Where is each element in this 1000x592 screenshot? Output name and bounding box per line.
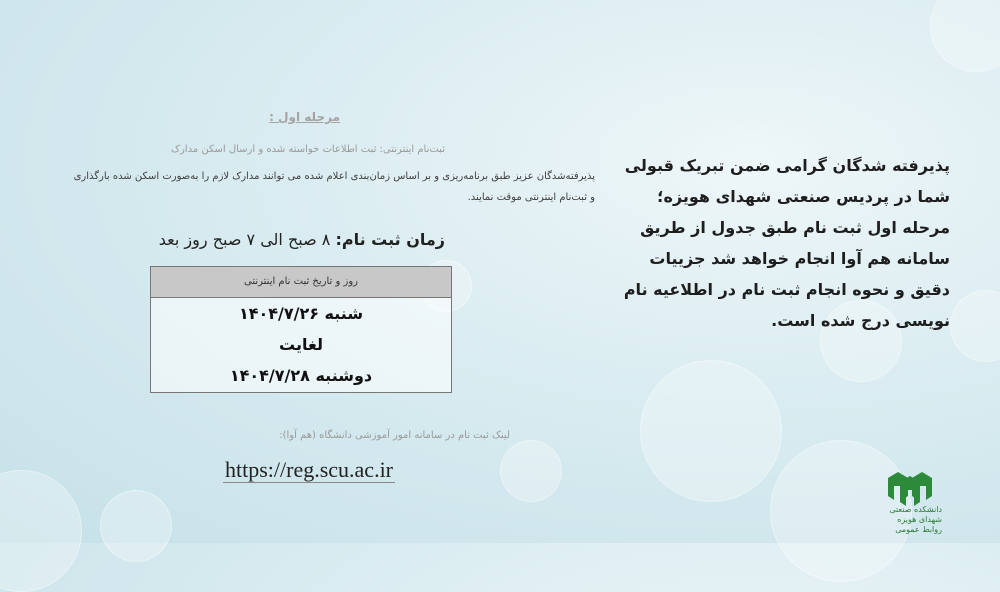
- bokeh-bubble: [930, 0, 1000, 72]
- registration-time: [159, 230, 445, 249]
- schedule-table-row: دوشنبه ۱۴۰۴/۷/۲۸: [229, 366, 373, 385]
- logo-caption: [872, 505, 942, 535]
- schedule-table-header: روز و تاریخ ثبت نام اینترنتی: [151, 267, 451, 298]
- university-logo-icon: [880, 470, 940, 510]
- bokeh-bubble: [640, 360, 782, 502]
- registration-instructions: [40, 100, 595, 500]
- stage-title: مرحله اول :: [269, 110, 340, 124]
- schedule-table: [150, 266, 452, 393]
- link-note: لینک ثبت نام در سامانه امور آموزشی دانشگاه (هم آوا):: [279, 430, 510, 441]
- registration-url-link[interactable]: https://reg.scu.ac.ir: [225, 457, 394, 482]
- schedule-table-row: لغایت: [279, 335, 323, 354]
- registration-time-value: ۸ صبح الی ۷ صبح روز بعد: [158, 230, 331, 249]
- schedule-table-row: شنبه ۱۴۰۴/۷/۲۶: [238, 304, 364, 323]
- announcement-text: پذیرفته شدگان گرامی ضمن تبریک قبولی شما در پردیس صنعتی شهدای هویزه؛ مرحله اول ثبت نام طبق جدول از طریق سامانه هم آوا انجام خواهد شد جزییات دقیق و نحوه انجام ثبت نام در اطلاعیه نام نویسی درج شده است.: [623, 156, 950, 330]
- stage-body: [40, 166, 595, 208]
- stage-subtitle: ثبت‌نام اینترنتی: ثبت اطلاعات خواسته شده و ارسال اسکن مدارک: [171, 144, 445, 155]
- registration-time-label: زمان ثبت نام:: [335, 230, 445, 249]
- bokeh-bubble: [950, 290, 1000, 362]
- url-underline: [223, 482, 395, 483]
- stage-body-line: پذیرفته‌شدگان عزیز طبق برنامه‌ریزی و بر اساس زمان‌بندی اعلام شده می توانند مدارک لازم را به‌صورت اسکن شده بارگذاری: [73, 171, 595, 182]
- bokeh-bubble: [100, 490, 172, 562]
- logo-caption-line: روابط عمومی: [895, 525, 942, 534]
- logo-caption-line: دانشکده صنعتی شهدای هویزه: [889, 505, 942, 524]
- stage-body-line: و ثبت‌نام اینترنتی موقت نمایند.: [467, 192, 595, 203]
